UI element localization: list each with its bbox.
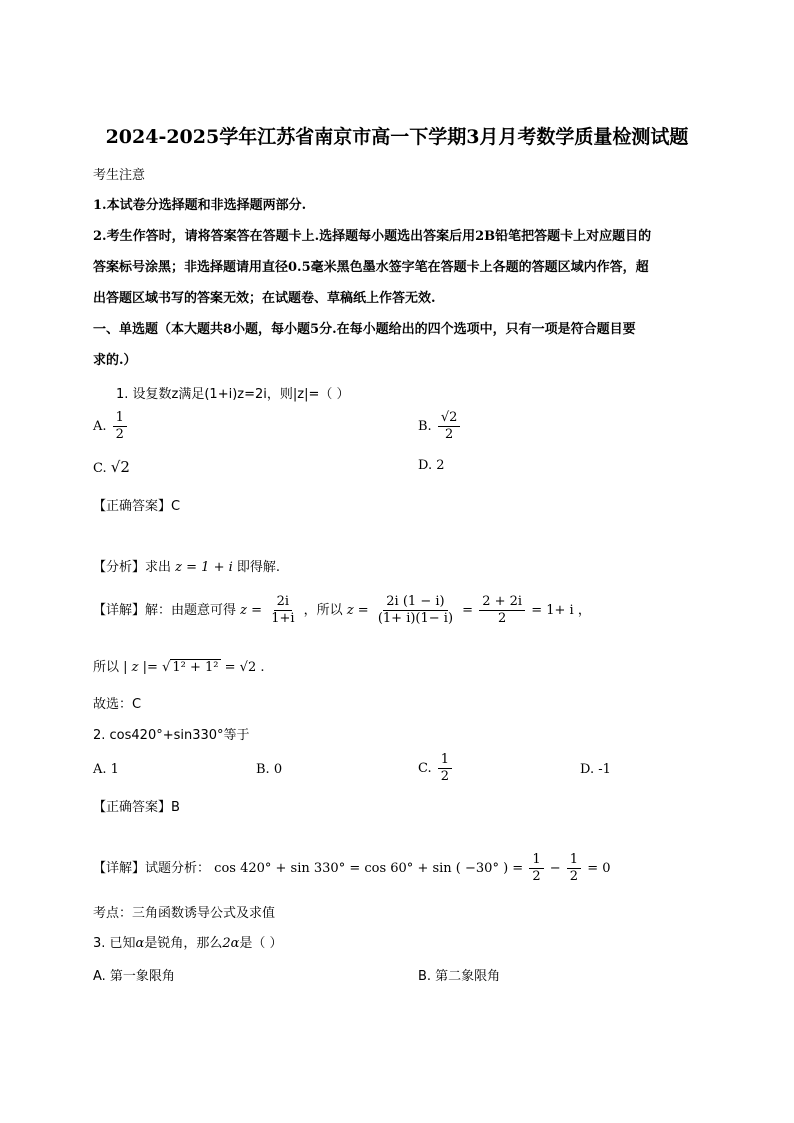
notice-header: 考生注意 (93, 168, 146, 183)
q1-detail-fraction-3-denominator: 2 (498, 611, 507, 626)
q3-stem (93, 932, 283, 951)
notice-item-2-line-3: 出答题区域书写的答案无效；在试题卷、草稿纸上作答无效. (93, 291, 436, 306)
q1-option-d-label: D. (418, 458, 433, 473)
q1-option-a (93, 410, 129, 443)
q1-detail-fraction-2-denominator: (1+ i)(1− i) (377, 611, 454, 626)
q2-stem: 2. cos420°+sin330°等于 (93, 728, 250, 743)
q2-detail-half-1-numerator: 1 (529, 852, 543, 869)
q2-answer: 【正确答案】B (93, 800, 180, 815)
q1-option-a-numerator: 1 (113, 410, 127, 427)
q3-option-a: A. 第一象限角 (93, 969, 175, 984)
q1-option-d (418, 458, 445, 473)
notice-item-2-line-1: 2.考生作答时，请将答案答在答题卡上.选择题每小题选出答案后用2B铅笔把答题卡上对应题目的 (93, 229, 652, 244)
q3-stem-end: 是（ ） (239, 936, 283, 951)
q1-detail-end: = 1+ i ， (531, 603, 591, 618)
q1-analysis-tag: 【分析】 (93, 560, 146, 575)
q1-option-c-value: √2 (110, 458, 130, 476)
q1-option-a-denominator: 2 (115, 427, 124, 442)
q1-option-c-label: C. (93, 461, 107, 476)
q1-option-c (93, 458, 130, 476)
q2-detail-tag: 【详解】 (93, 861, 146, 876)
q1-detail-fraction-3-numerator: 2 + 2i (479, 594, 525, 611)
section-heading-line-2: 求的.） (93, 353, 137, 368)
q1-detail-equals: = (462, 603, 474, 618)
q1-option-b-numerator: √2 (438, 410, 461, 427)
q2-detail-end: = 0 (587, 861, 611, 876)
section-heading-line-1: 一、单选题（本大题共8小题，每小题5分.在每小题给出的四个选项中，只有一项是符合题目要 (93, 322, 636, 337)
q1-option-d-value: 2 (436, 458, 445, 473)
q1-detail-fraction-2 (375, 594, 456, 627)
q3-option-b: B. 第二象限角 (418, 969, 501, 984)
q3-stem-mid: 是锐角，那么 (144, 936, 223, 951)
q1-detail (93, 594, 591, 627)
q1-analysis-expr: z = 1 + i (175, 560, 233, 575)
q3-two-alpha: 2α (222, 936, 240, 951)
q1-detail-fraction-1-numerator: 2i (274, 594, 292, 611)
q2-option-c-denominator: 2 (440, 769, 450, 784)
page-title: 2024-2025学年江苏省南京市高一下学期3月月考数学质量检测试题 (105, 126, 689, 148)
q1-analysis-end: 即得解. (236, 560, 281, 575)
q1-detail-mid: ，所以 (303, 603, 343, 618)
q1-modulus-result (93, 656, 265, 675)
q3-stem-pre: 3. 已知 (93, 936, 136, 951)
q2-detail-half-2-denominator: 2 (569, 869, 579, 884)
q2-option-d: D. -1 (580, 762, 611, 777)
q2-option-b: B. 0 (256, 762, 283, 777)
q1-option-b-fraction (438, 410, 461, 443)
q1-so-end: = √2 . (224, 660, 265, 675)
q1-option-a-fraction (113, 410, 127, 443)
q2-detail-half-1-denominator: 2 (532, 869, 541, 884)
q2-option-a: A. 1 (93, 762, 119, 777)
q1-so-expr: | z |= (123, 660, 158, 675)
q2-option-c-numerator: 1 (438, 752, 452, 769)
q2-detail-expr: cos 420° + sin 330° = cos 60° + sin ( −30° ) = (214, 861, 524, 876)
q2-detail-half-2-numerator: 1 (567, 852, 581, 869)
q1-so-text: 所以 (93, 660, 120, 675)
q2-detail-text: 试题分析： (145, 861, 211, 876)
q1-detail-fraction-3 (479, 594, 525, 627)
q2-detail (93, 852, 611, 885)
q2-kaodian: 考点：三角函数诱导公式及求值 (93, 906, 276, 921)
q1-detail-fraction-1 (268, 594, 297, 627)
q1-so-sqrt: √ 1² + 1² (162, 660, 219, 675)
q1-detail-z2: z = (346, 603, 369, 618)
q2-option-c (418, 752, 454, 785)
q1-option-b (418, 410, 462, 443)
q1-detail-tag: 【详解】 (93, 603, 146, 618)
q1-so-radicand: 1² + 1² (172, 660, 219, 675)
q1-analysis-text: 求出 (145, 560, 172, 575)
q1-option-b-label: B. (418, 419, 432, 434)
notice-item-1: 1.本试卷分选择题和非选择题两部分. (93, 198, 307, 213)
q2-option-c-fraction (438, 752, 452, 785)
q1-choose: 故选：C (93, 697, 142, 712)
q3-alpha: α (135, 936, 145, 951)
q2-detail-minus: − (549, 861, 561, 876)
q1-stem: 1. 设复数z满足(1+i)z=2i，则|z|=（ ） (116, 387, 350, 402)
q1-detail-text: 解：由题意可得 (145, 603, 237, 618)
q1-answer: 【正确答案】C (93, 499, 181, 514)
q2-detail-half-2 (567, 852, 581, 885)
q1-detail-z: z = (240, 603, 263, 618)
q1-detail-fraction-2-numerator: 2i (1 − i) (383, 594, 447, 611)
q1-option-b-denominator: 2 (444, 427, 454, 442)
q1-analysis (93, 556, 280, 575)
notice-item-2-line-2: 答案标号涂黑；非选择题请用直径0.5毫米黑色墨水签字笔在答题卡上各题的答题区域内作答，超 (93, 260, 649, 275)
q1-detail-fraction-1-denominator: 1+i (271, 611, 295, 626)
q2-option-c-label: C. (418, 761, 432, 776)
q2-detail-half-1 (529, 852, 543, 885)
q1-option-a-label: A. (93, 419, 107, 434)
